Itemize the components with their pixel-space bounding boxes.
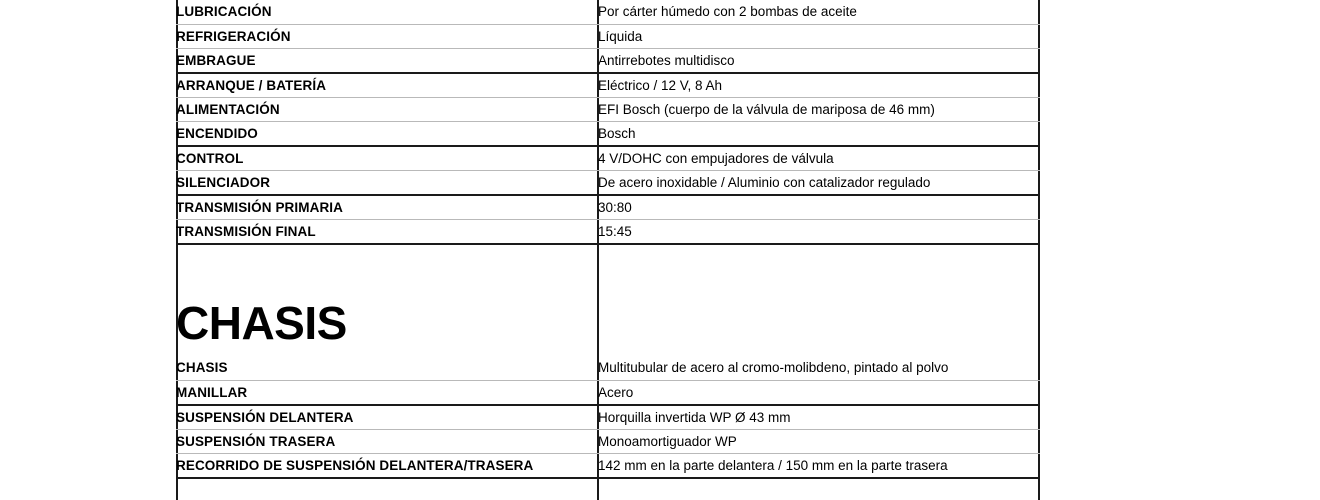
spec-value: 142 mm en la parte delantera / 150 mm en la parte trasera bbox=[598, 453, 1040, 477]
table-row bbox=[176, 73, 1040, 97]
spec-value: Acero bbox=[598, 380, 1040, 404]
table-row bbox=[176, 195, 1040, 219]
spec-value: EFI Bosch (cuerpo de la válvula de mariposa de 46 mm) bbox=[598, 98, 1040, 122]
spec-label: ARRANQUE / BATERÍA bbox=[176, 73, 598, 97]
spec-label: SILENCIADOR bbox=[176, 171, 598, 195]
section-heading-row bbox=[176, 290, 1040, 356]
spec-value: Horquilla invertida WP Ø 43 mm bbox=[598, 405, 1040, 429]
spec-label: SUSPENSIÓN DELANTERA bbox=[176, 405, 598, 429]
specifications-table bbox=[176, 0, 1040, 479]
spec-label: RECORRIDO DE SUSPENSIÓN DELANTERA/TRASERA bbox=[176, 453, 598, 477]
spec-value: Bosch bbox=[598, 122, 1040, 146]
spec-label: TRANSMISIÓN FINAL bbox=[176, 220, 598, 244]
table-row bbox=[176, 356, 1040, 380]
spec-label: SUSPENSIÓN TRASERA bbox=[176, 429, 598, 453]
spec-value: 15:45 bbox=[598, 220, 1040, 244]
table-row bbox=[176, 49, 1040, 73]
spec-label: CONTROL bbox=[176, 146, 598, 170]
spec-value: Líquida bbox=[598, 24, 1040, 48]
spec-label: LUBRICACIÓN bbox=[176, 0, 598, 24]
table-row bbox=[176, 24, 1040, 48]
section-gap bbox=[176, 244, 1040, 290]
spec-label: EMBRAGUE bbox=[176, 49, 598, 73]
table-row bbox=[176, 405, 1040, 429]
spec-label: TRANSMISIÓN PRIMARIA bbox=[176, 195, 598, 219]
spec-value: Eléctrico / 12 V, 8 Ah bbox=[598, 73, 1040, 97]
table-row bbox=[176, 171, 1040, 195]
spec-label: MANILLAR bbox=[176, 380, 598, 404]
spec-label: REFRIGERACIÓN bbox=[176, 24, 598, 48]
table-row bbox=[176, 429, 1040, 453]
spec-value: Antirrebotes multidisco bbox=[598, 49, 1040, 73]
section-gap-cell-right bbox=[598, 244, 1040, 290]
spec-value: 30:80 bbox=[598, 195, 1040, 219]
table-row bbox=[176, 0, 1040, 24]
section-heading-spacer bbox=[598, 290, 1040, 356]
spec-label: CHASIS bbox=[176, 356, 598, 380]
spec-label: ALIMENTACIÓN bbox=[176, 98, 598, 122]
table-row bbox=[176, 98, 1040, 122]
spec-value: Por cárter húmedo con 2 bombas de aceite bbox=[598, 0, 1040, 24]
table-row bbox=[176, 220, 1040, 244]
spec-value: Multitubular de acero al cromo-molibdeno, pintado al polvo bbox=[598, 356, 1040, 380]
table-row bbox=[176, 122, 1040, 146]
table-row bbox=[176, 453, 1040, 477]
section-heading: CHASIS bbox=[176, 296, 347, 349]
spec-value: De acero inoxidable / Aluminio con catalizador regulado bbox=[598, 171, 1040, 195]
spec-label: ENCENDIDO bbox=[176, 122, 598, 146]
spec-value: Monoamortiguador WP bbox=[598, 429, 1040, 453]
spec-value: 4 V/DOHC con empujadores de válvula bbox=[598, 146, 1040, 170]
table-row bbox=[176, 380, 1040, 404]
table-row bbox=[176, 146, 1040, 170]
section-gap-cell-left bbox=[176, 244, 598, 290]
